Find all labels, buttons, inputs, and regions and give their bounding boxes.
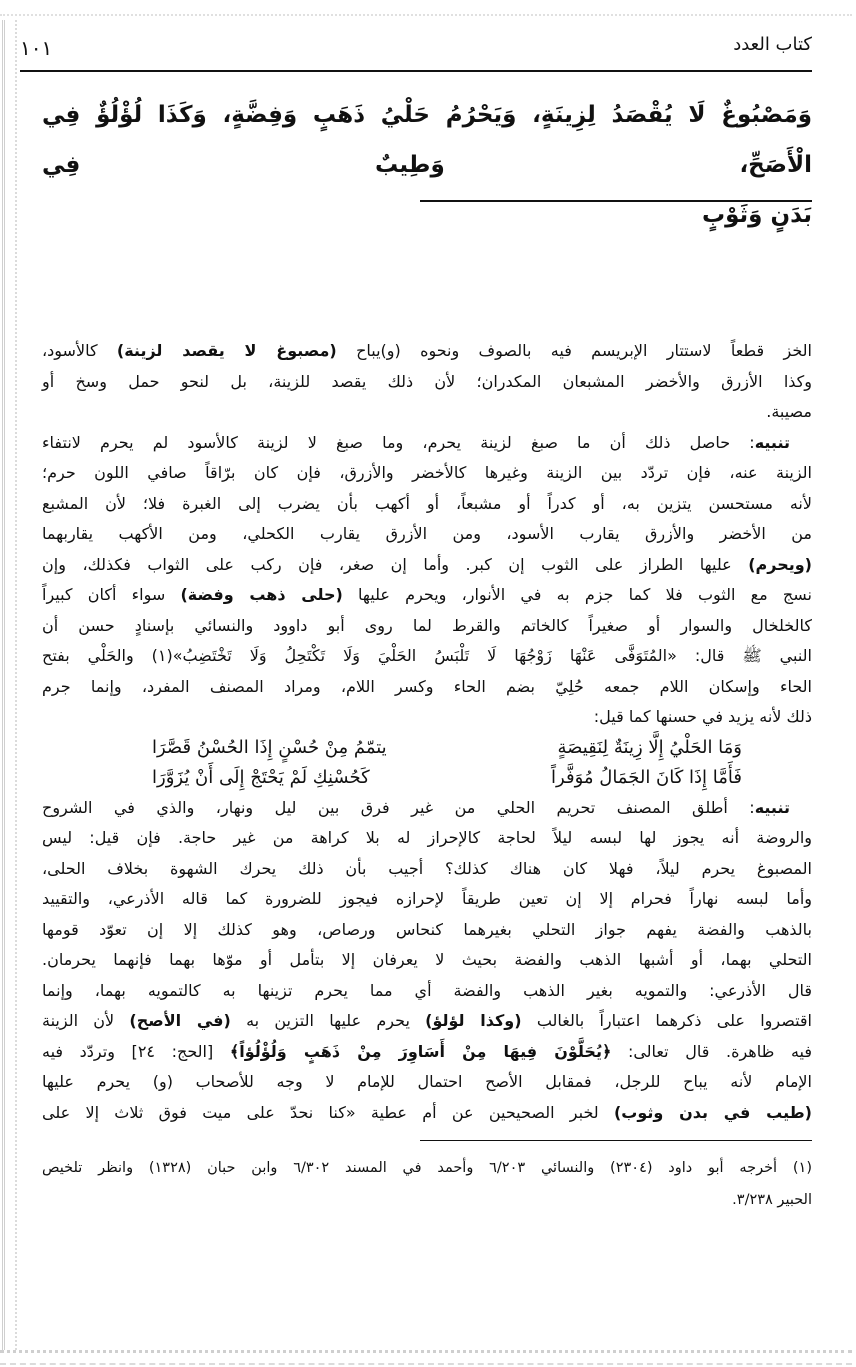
scan-edge-left <box>2 20 17 1350</box>
text-segment: وأما لبسه نهاراً فحرام إلا إن تعين طريقاً لإحرازه فيجوز للضرورة كما قاله الأذرعي، والتقييد <box>42 889 812 908</box>
bold-matn-quote: تنبيه <box>754 432 790 452</box>
text-segment: فيه ظاهرة. قال تعالى: <box>611 1041 813 1061</box>
bold-matn-quote: ﴿يُحَلَّوْنَ فِيهَا مِنْ أَسَاوِرَ مِنْ ذَهَبٍ وَلُؤْلُؤاً﴾ <box>229 1041 612 1061</box>
text-segment: المصبوغ يحرم ليلاً، فهلا كان هناك كذلك؟ أجيب بأن ذلك يحرك الشهوة بخلاف الحلى، <box>42 858 812 878</box>
chapter-title: كتاب العدد <box>733 34 812 55</box>
text-segment: الإمام لأنه يباح للرجل، فمقابل الأصح احتمال للإمام لا وجه للأصحاب (و) يحرم عليها <box>42 1072 812 1091</box>
text-segment: : حاصل ذلك أن ما صبغ لزينة يحرم، وما صبغ لا لزينة كالأسود لم يحرم لانتفاء <box>42 432 755 452</box>
hemistich: فَأَمَّا إِذَا كَانَ الجَمَالُ مُوَفَّراً <box>551 766 742 788</box>
text-segment: الزينة عنه، فإن تردّد بين الزينة وغيرها كالأخضر والأزرق، فإن كان برّاقاً صافي اللون حرم؛ <box>42 463 812 482</box>
text-segment: سواء أكان كبيراً <box>42 585 181 604</box>
text-segment: ذلك لأنه يزيد في حسنها كما قيل: <box>593 707 812 726</box>
hemistich: وَمَا الحَلْيُ إِلَّا زِينَةٌ لِنَقِيصَةٍ <box>557 736 742 758</box>
text-line <box>42 945 812 976</box>
text-segment: النبي ﷺ قال: «المُتَوَفَّى عَنْهَا زَوْجُهَا لَا تَلْبَسُ الحَلْيَ وَلَا تَكْتَحِلُ وَلَا تَخْتَضِبُ»(١) والحَلْي بفتح <box>42 646 812 665</box>
poem-verse <box>152 733 742 763</box>
matn-divider <box>420 200 812 202</box>
footnote-divider <box>420 1140 812 1141</box>
matn-line: بَدَنٍ وَثَوْبٍ <box>701 202 812 228</box>
text-segment: والروضة أنه يجوز لها لبسه ليلاً لحاجة كالإحراز له بلا كراهة من غير حاجة. فإن قيل: ليس <box>42 828 812 847</box>
text-segment: من الأخضر والأزرق يقارب الأسود، ومن الأزرق يقارب الكحلي، ومن الأكهب يقاربهما <box>42 524 812 543</box>
text-line <box>42 580 812 611</box>
text-segment: يحرم عليها التزين به <box>230 1011 426 1030</box>
hemistich: يتمّمُ مِنْ حُسْنٍ إِذَا الحُسْنُ قَصَّرَا <box>152 736 387 758</box>
text-segment: [الحج: ٢٤] وتردّد فيه <box>42 1041 230 1061</box>
text-line <box>42 976 812 1007</box>
bold-matn-quote: (طيب في بدن وثوب) <box>613 1102 812 1122</box>
text-segment: لخبر الصحيحين عن أم عطية «كنا نحدّ على ميت فوق ثلاث إلا على <box>42 1102 614 1122</box>
text-segment: لأن الزينة <box>42 1011 130 1030</box>
page-header <box>20 28 812 72</box>
text-line <box>42 489 812 520</box>
text-line <box>42 915 812 946</box>
text-line <box>42 397 812 428</box>
text-line <box>42 428 812 459</box>
text-line <box>42 641 812 672</box>
scan-edge-top <box>0 14 852 24</box>
text-line <box>42 336 812 367</box>
matn-line: وَمَصْبُوغٌ لَا يُقْصَدُ لِزِينَةٍ، وَيَحْرُمُ حَلْيُ ذَهَبٍ وَفِضَّةٍ، وَكَذَا لُؤْلُؤٌ فِي الْأَصَحِّ، وَطِيبٌ فِي <box>42 102 812 178</box>
text-segment: الخز قطعاً لاستتار الإبريسم فيه بالصوف ونحوه (و)يباح <box>336 341 812 360</box>
text-segment: بالذهب والفضة يفهم جواز التحلي بغيرهما كنحاس ورصاص، وهو كذلك إلا إن تعوّد قومها <box>42 919 812 939</box>
footnotes <box>42 1152 812 1216</box>
poem-verse <box>152 763 742 793</box>
text-line <box>42 702 812 733</box>
text-line <box>42 672 812 703</box>
text-segment: نسج مع الثوب فلا كما جزم به في الأنوار، ويحرم عليها <box>342 585 812 604</box>
text-segment: كالأسود، <box>42 341 117 360</box>
text-line <box>42 793 812 824</box>
text-line <box>42 519 812 550</box>
bold-matn-quote: (حلى ذهب وفضة) <box>180 585 343 604</box>
text-segment: لأنه مستحسن يتزين به، أو كدراً أو مشبعاً، أو أكهب بأن يضرب إلى الغبرة فلا؛ لأن المشبع <box>42 493 812 513</box>
text-segment: اقتصروا على ذكرهما اعتباراً بالغالب <box>521 1011 812 1030</box>
text-line <box>42 854 812 885</box>
hemistich: كَحُسْنِكِ لَمْ يَحْتَجْ إِلَى أَنْ يُزَوَّرَا <box>152 766 370 788</box>
text-segment: الحاء وإسكان اللام جمعه حُلِيّ بضم الحاء وكسر اللام، ومراد المصنف المفرد، وإنما جرم <box>42 676 812 696</box>
text-line <box>42 823 812 854</box>
text-line <box>42 884 812 915</box>
text-line <box>42 550 812 581</box>
footnote-line: (١) أخرجه أبو داود (٢٣٠٤) والنسائي ٦/٢٠٣ وأحمد في المسند ٦/٣٠٢ وابن حبان (١٣٢٨) وانظر تلخيص <box>42 1160 812 1176</box>
text-segment: عليها الطراز على الثوب إن كبر. وأما إن صغر، فإن ركب على الثواب فكذلك، وإن <box>42 554 749 574</box>
bold-matn-quote: (وكذا لؤلؤ) <box>425 1011 522 1030</box>
text-line <box>42 1067 812 1098</box>
bold-matn-quote: (مصبوغ لا يقصد لزينة) <box>116 341 337 360</box>
text-line <box>42 1006 812 1037</box>
text-segment: كالخلخال والسوار أو صغيراً كالخاتم والقرط لما روى أبو داوود والنسائي بإسنادٍ حسن أن <box>42 615 812 635</box>
footnote-line: الحبير ٣/٢٣٨. <box>732 1192 812 1208</box>
text-segment: مصيبة. <box>766 402 812 421</box>
text-line <box>42 1037 812 1068</box>
scan-edge-bottom <box>0 1350 852 1365</box>
commentary <box>42 336 812 1128</box>
bold-matn-quote: (ويحرم) <box>748 554 812 574</box>
text-line <box>42 611 812 642</box>
page-number: ١٠١ <box>20 36 53 60</box>
text-line <box>42 367 812 398</box>
text-line <box>42 458 812 489</box>
main-text <box>42 90 812 240</box>
bold-matn-quote: (في الأصح) <box>129 1011 231 1030</box>
text-line <box>42 1098 812 1129</box>
bold-matn-quote: تنبيه <box>754 797 790 817</box>
text-segment: وكذا الأزرق والأخضر المشبعان المكدران؛ لأن ذلك يقصد للزينة، بل لنحو حمل وسخ أو <box>42 371 812 391</box>
text-segment: التحلي بهما، أو أشبها الذهب والفضة بحيث لا يعرفان إلا بتأمل أو موّها بهما فإنهما يحرمان. <box>42 950 812 969</box>
text-segment: قال الأذرعي: والتمويه بغير الذهب والفضة أي مما يحرم تزينها به كالتمويه بهما، وإنما <box>42 980 812 1000</box>
text-segment: : أطلق المصنف تحريم الحلي من غير فرق بين ليل ونهار، والذي في الشروح <box>42 797 755 817</box>
